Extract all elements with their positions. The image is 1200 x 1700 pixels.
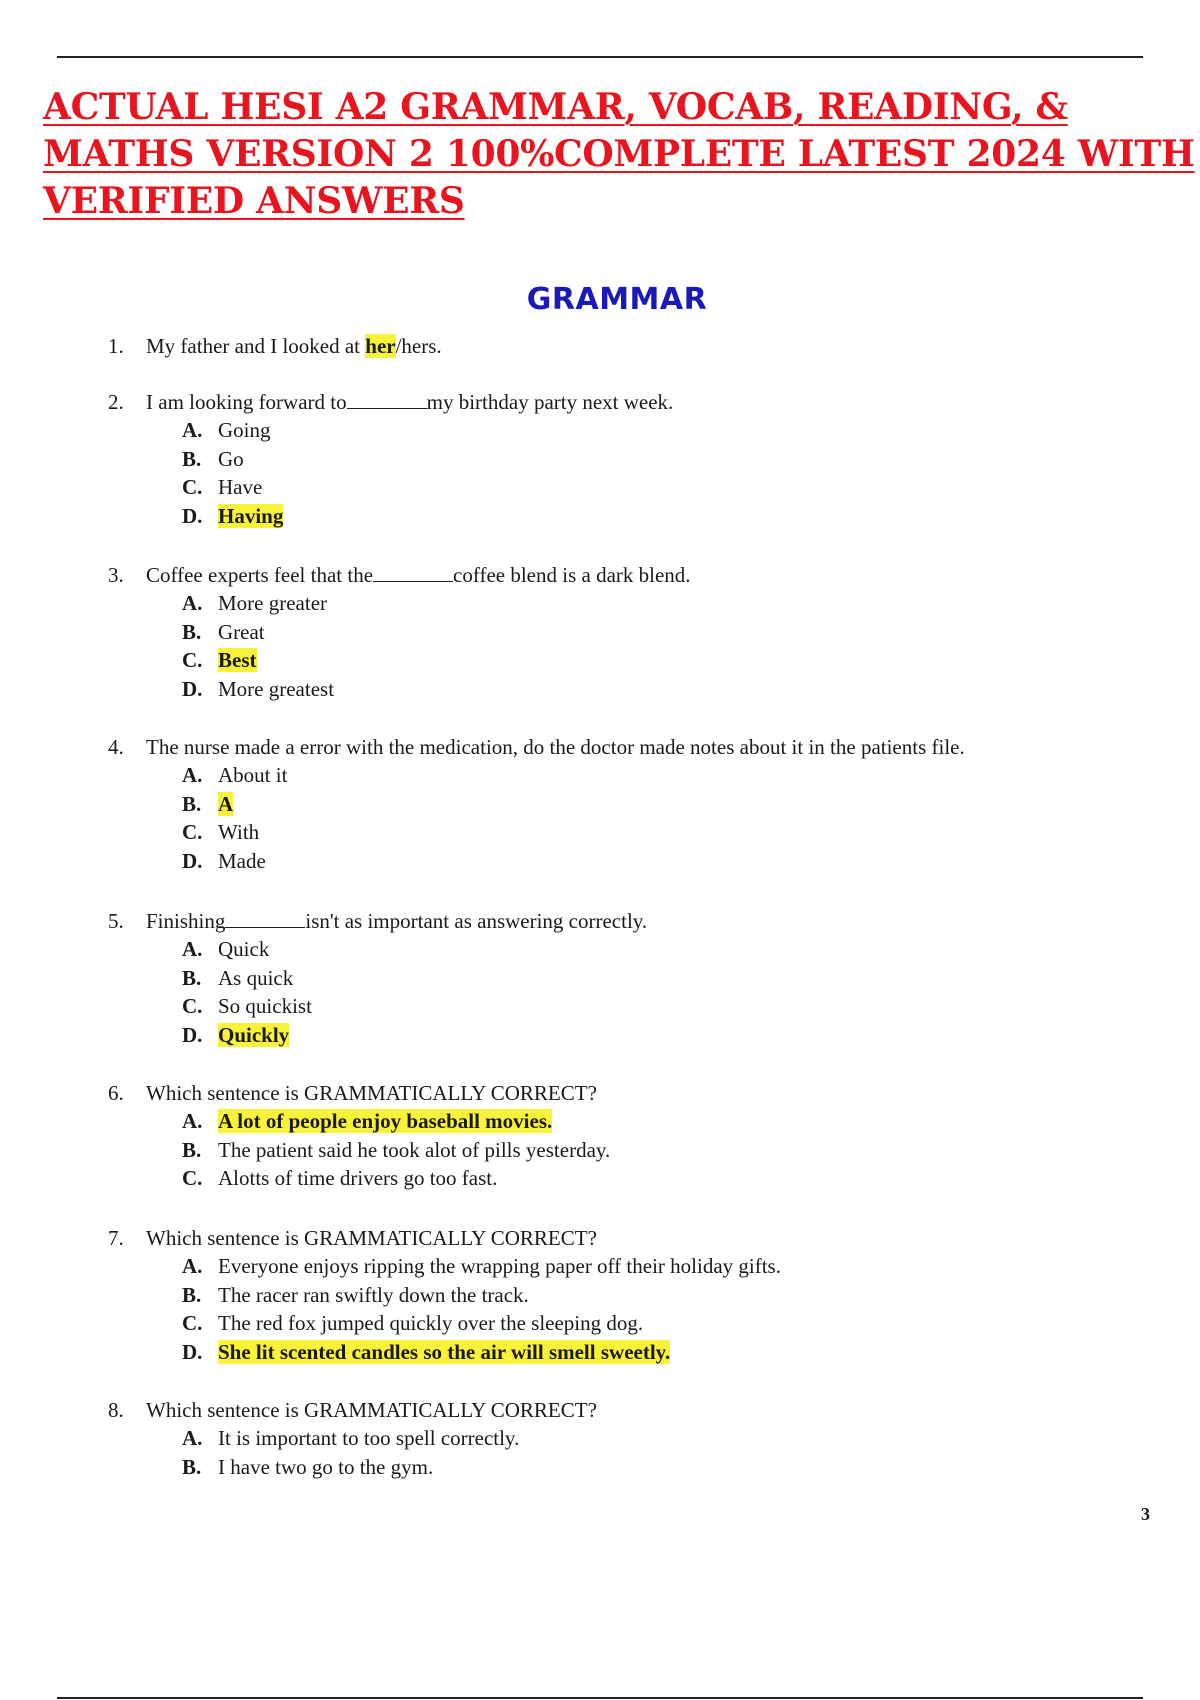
highlighted-answer: Best (218, 648, 257, 672)
option-letter: C. (182, 475, 203, 499)
title-line: MATHS VERSION 2 100%COMPLETE LATEST 2024 WITH (43, 133, 1195, 175)
question-number: 8. (108, 1398, 124, 1422)
option-letter: A. (182, 1254, 203, 1278)
question-stem (108, 1224, 1188, 1252)
question-4 (108, 733, 1188, 875)
option (182, 964, 1188, 993)
stem-text: /hers. (395, 334, 442, 358)
options-list (182, 589, 1188, 703)
option-text: The patient said he took alot of pills yesterday. (218, 1137, 611, 1162)
stem-text: isn't as important as answering correctly. (305, 909, 648, 933)
highlighted-answer: Having (218, 503, 284, 528)
option-text: More greatest (218, 676, 335, 701)
question-number: 3. (108, 563, 124, 587)
option (182, 1281, 1188, 1310)
question-number: 7. (108, 1226, 124, 1250)
options-list (182, 1252, 1188, 1366)
question-number: 2. (108, 390, 124, 414)
option (182, 761, 1188, 790)
section-heading: GRAMMAR (526, 282, 708, 317)
option (182, 818, 1188, 847)
options-list (182, 416, 1188, 530)
option-letter: A. (182, 763, 203, 787)
option (182, 1453, 1188, 1482)
question-number: 5. (108, 909, 124, 933)
stem-text: Coffee experts feel that the (146, 563, 374, 587)
option-letter: B. (182, 1454, 202, 1479)
option-letter: D. (182, 1339, 203, 1364)
option-letter: B. (182, 446, 202, 471)
option-text: I have two go to the gym. (218, 1454, 434, 1479)
option (182, 1309, 1188, 1338)
option (182, 416, 1188, 445)
page-number: 3 (1141, 1504, 1150, 1524)
question-stem (108, 332, 1188, 360)
question-number: 4. (108, 735, 124, 759)
option-text: As quick (218, 965, 294, 990)
question-2 (108, 388, 1188, 530)
stem-text: my birthday party next week. (426, 390, 674, 414)
option-letter: B. (182, 791, 202, 816)
option-text: More greater (218, 591, 328, 615)
option-correct (182, 1107, 1188, 1136)
option (182, 675, 1188, 704)
option-letter: A. (182, 591, 203, 615)
option-correct (182, 1338, 1188, 1367)
option-text: Quick (218, 937, 270, 961)
highlighted-answer: Quickly (218, 1022, 290, 1047)
option (182, 847, 1188, 876)
option-text: Go (218, 446, 244, 471)
option (182, 473, 1188, 502)
title-line: ACTUAL HESI A2 GRAMMAR, VOCAB, READING, & (43, 86, 1068, 128)
question-stem (108, 388, 1188, 416)
option-text: Have (218, 475, 263, 499)
option-letter: A. (182, 937, 203, 961)
question-3 (108, 561, 1188, 703)
options-list (182, 1424, 1188, 1481)
option-correct (182, 1021, 1188, 1050)
question-5 (108, 907, 1188, 1049)
answer-blank (347, 388, 427, 409)
stem-text: Which sentence is GRAMMATICALLY CORRECT? (146, 1081, 597, 1105)
option-text: Going (218, 418, 271, 442)
option-text: Great (218, 619, 265, 644)
option-correct (182, 790, 1188, 819)
question-6 (108, 1079, 1188, 1193)
option-letter: C. (182, 1166, 203, 1190)
stem-text: Finishing (146, 909, 226, 933)
option-correct (182, 502, 1188, 531)
option-text: Everyone enjoys ripping the wrapping paper off their holiday gifts. (218, 1254, 781, 1278)
question-1 (108, 332, 1188, 360)
option-letter: A. (182, 1426, 203, 1450)
option-letter: D. (182, 676, 203, 701)
option-letter: A. (182, 1109, 203, 1133)
bottom-rule (57, 1697, 1143, 1699)
option-letter: C. (182, 994, 203, 1018)
stem-text: My father and I looked at (146, 334, 366, 358)
stem-text: I am looking forward to (146, 390, 347, 414)
answer-blank (373, 561, 453, 582)
highlighted-answer: her (365, 334, 396, 358)
option-text: The racer ran swiftly down the track. (218, 1282, 529, 1307)
question-stem (108, 1396, 1188, 1424)
option-letter: C. (182, 1311, 203, 1335)
highlighted-answer: A (218, 791, 234, 816)
title-line: VERIFIED ANSWERS (43, 180, 465, 222)
option (182, 1164, 1188, 1193)
option-text: About it (218, 763, 288, 787)
option-letter: A. (182, 418, 203, 442)
options-list (182, 935, 1188, 1049)
option-text: Made (218, 848, 266, 873)
question-7 (108, 1224, 1188, 1366)
question-number: 1. (108, 334, 124, 358)
option (182, 935, 1188, 964)
option-text: With (218, 820, 260, 844)
option-letter: C. (182, 648, 203, 672)
options-list (182, 1107, 1188, 1193)
option-letter: D. (182, 503, 203, 528)
option (182, 618, 1188, 647)
question-stem (108, 561, 1188, 589)
stem-text: Which sentence is GRAMMATICALLY CORRECT? (146, 1398, 597, 1422)
option (182, 1424, 1188, 1453)
option (182, 1252, 1188, 1281)
question-8 (108, 1396, 1188, 1481)
option-letter: B. (182, 1282, 202, 1307)
highlighted-answer: She lit scented candles so the air will smell sweetly. (218, 1339, 671, 1364)
option-text: It is important to too spell correctly. (218, 1426, 520, 1450)
option-correct (182, 646, 1188, 675)
option (182, 445, 1188, 474)
options-list (182, 761, 1188, 875)
option (182, 992, 1188, 1021)
option-letter: D. (182, 1022, 203, 1047)
question-stem (108, 733, 1188, 761)
question-stem (108, 1079, 1188, 1107)
option-text: Alotts of time drivers go too fast. (218, 1166, 498, 1190)
option (182, 1136, 1188, 1165)
option-text: So quickist (218, 994, 312, 1018)
question-stem (108, 907, 1188, 935)
answer-blank (225, 907, 305, 928)
option-text: The red fox jumped quickly over the sleeping dog. (218, 1311, 644, 1335)
stem-text: coffee blend is a dark blend. (453, 563, 691, 587)
option (182, 589, 1188, 618)
option-letter: B. (182, 965, 202, 990)
stem-text: The nurse made a error with the medication, do the doctor made notes about it in the patients file. (146, 735, 965, 759)
option-letter: B. (182, 619, 202, 644)
option-letter: B. (182, 1137, 202, 1162)
option-letter: C. (182, 820, 203, 844)
option-letter: D. (182, 848, 203, 873)
highlighted-answer: A lot of people enjoy baseball movies. (218, 1109, 553, 1133)
stem-text: Which sentence is GRAMMATICALLY CORRECT? (146, 1226, 597, 1250)
question-number: 6. (108, 1081, 124, 1105)
